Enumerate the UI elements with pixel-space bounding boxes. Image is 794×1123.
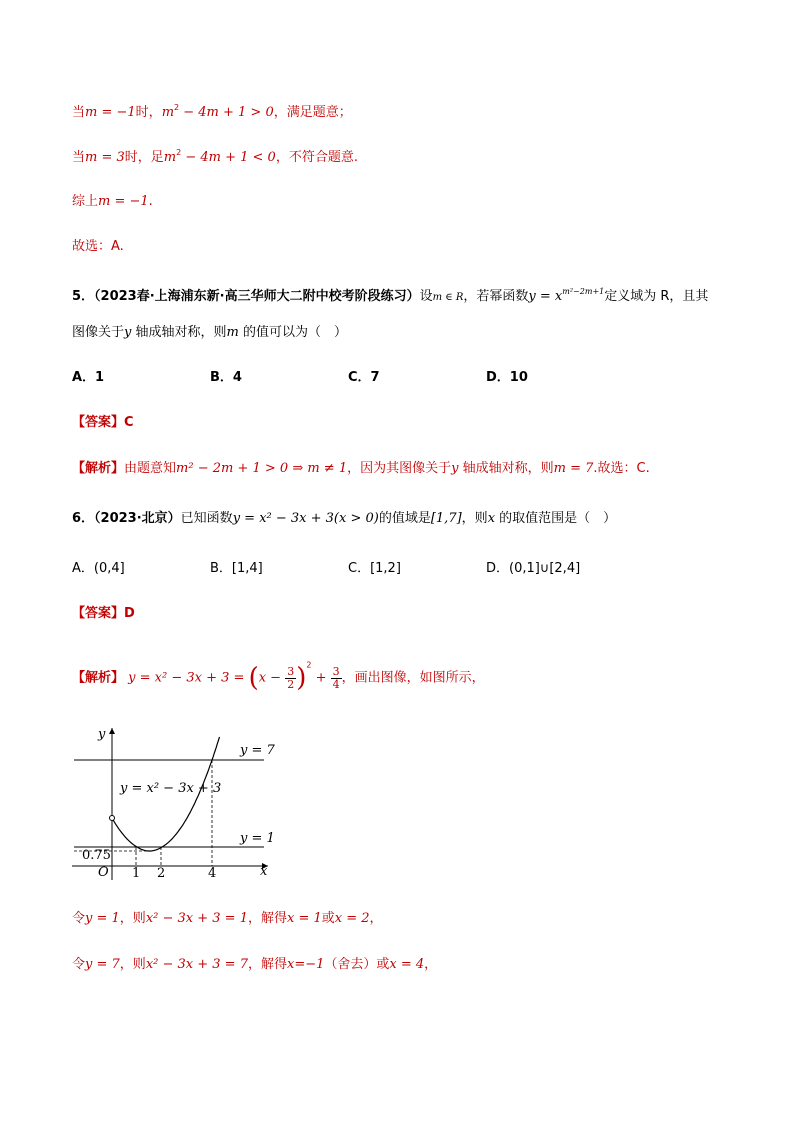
math-expr: x −	[258, 670, 282, 686]
text: .	[148, 194, 153, 209]
text: .故选：C.	[593, 461, 650, 476]
q6-answer	[72, 604, 135, 624]
math-expr: m² − 2m + 1 > 0 ⇒ m ≠ 1	[176, 461, 348, 476]
math-expr: m = −1	[85, 105, 136, 120]
math-expr: m = 7	[553, 461, 594, 476]
q5-option-a: A．1	[72, 370, 105, 385]
tick-2: 2	[157, 866, 166, 881]
text: 当	[72, 105, 86, 120]
math-expr: m = 3	[85, 150, 125, 165]
q6-option-a: A．(0,4]	[72, 561, 125, 576]
q6-step-2	[72, 955, 437, 975]
right-paren: )	[296, 663, 307, 693]
text: 图像关于	[72, 325, 125, 340]
superscript: 2	[174, 103, 180, 112]
denominator: 4	[332, 677, 340, 691]
tick-4: 4	[208, 866, 217, 881]
left-paren: (	[248, 663, 259, 693]
math-expr: x² − 3x + 3 = 1	[145, 911, 248, 926]
answer-value: C	[124, 415, 134, 430]
q5-answer	[72, 413, 134, 433]
math-expr: y	[124, 325, 132, 340]
math-expr: y = 1	[85, 911, 120, 926]
parabola-graph	[72, 722, 282, 882]
math-expr: y	[451, 461, 459, 476]
label-y1: y = 1	[240, 831, 275, 846]
text: ，满足题意；	[273, 105, 352, 120]
text: 综上	[72, 194, 99, 209]
text: 的取值范围是（ ）	[495, 511, 617, 526]
text: ，若幂函数	[463, 289, 529, 304]
q6-option-b: B．[1,4]	[210, 561, 263, 576]
question-source: （2023春·上海浦东新·高三华师大二附中校考阶段练习）	[94, 289, 420, 304]
text: ，解得	[247, 957, 287, 972]
fraction	[331, 666, 342, 691]
math-expr: m = −1	[98, 194, 149, 209]
math-expr: m	[226, 325, 239, 340]
answer-value: D	[124, 606, 135, 621]
text: 时，	[135, 105, 162, 120]
text: 或	[321, 911, 335, 926]
question-number: 6．	[72, 511, 95, 526]
superscript: 2	[306, 660, 312, 670]
numerator: 3	[287, 664, 295, 678]
math-expr: − 4m + 1 > 0	[179, 105, 274, 120]
math-expr: x = 1	[287, 911, 322, 926]
question-source: （2023·北京）	[94, 511, 181, 526]
question-number: 5．	[72, 289, 95, 304]
text: ，解得	[247, 911, 287, 926]
label-function: y = x² − 3x + 3	[120, 781, 222, 796]
text: 设	[419, 289, 433, 304]
math-expr: y = x² − 3x + 3(x > 0)	[232, 511, 379, 526]
text: 轴成轴对称，则	[458, 461, 554, 476]
q5-option-c: C．7	[348, 370, 380, 385]
label-075: 0.75	[82, 848, 111, 863]
question-5-stem-line-2	[72, 323, 347, 343]
denominator: 2	[287, 677, 295, 691]
math-expr: m	[163, 150, 177, 165]
q6-option-d: D．(0,1]∪[2,4]	[486, 561, 581, 576]
math-expr: [1,7]	[430, 511, 462, 526]
text: 轴成轴对称，则	[131, 325, 227, 340]
text: 令	[72, 911, 86, 926]
text: ，则	[119, 911, 146, 926]
x-axis-label: x	[260, 864, 268, 879]
answer-label: 【答案】	[72, 606, 125, 621]
math-expr: x = 4	[389, 957, 425, 972]
analysis-label: 【解析】	[72, 670, 125, 686]
math-expr: y = 7	[85, 957, 120, 972]
label-y7: y = 7	[240, 743, 275, 758]
open-point	[110, 816, 115, 821]
question-6-stem	[72, 509, 616, 529]
math-expr: y = x	[528, 289, 563, 304]
text: ，不符合题意.	[275, 150, 358, 165]
text: ，则	[461, 511, 488, 526]
q5-analysis	[72, 459, 650, 479]
text: 的值可以为（ ）	[238, 325, 347, 340]
math-expr: x = 2	[334, 911, 370, 926]
solution-line-1	[72, 103, 352, 123]
text: 时，足	[124, 150, 164, 165]
superscript: 2	[176, 148, 182, 157]
text: 令	[72, 957, 86, 972]
solution-choice: 故选：A.	[72, 239, 124, 254]
text: 定义域为 R，且其	[604, 289, 709, 304]
fraction	[285, 666, 296, 691]
math-expr: x=−1	[287, 957, 325, 972]
q6-analysis	[72, 660, 485, 697]
text: 由题意知	[124, 461, 177, 476]
superscript: m²−2m+1	[562, 287, 605, 296]
q5-option-d: D．10	[486, 370, 528, 385]
answer-label: 【答案】	[72, 415, 125, 430]
y-axis-label: y	[98, 727, 106, 742]
solution-line-2	[72, 148, 358, 168]
math-expr: x² − 3x + 3 = 7	[145, 957, 248, 972]
math-expr: m ∈ R	[432, 292, 464, 303]
text: ，画出图像，如图所示，	[341, 670, 485, 686]
numerator: 3	[332, 664, 340, 678]
text: （舍去）或	[324, 957, 390, 972]
math-expr: x	[487, 511, 496, 526]
text: ，则	[119, 957, 146, 972]
text: ，因为其图像关于	[347, 461, 452, 476]
math-expr: − 4m + 1 < 0	[181, 150, 276, 165]
text: ，	[424, 957, 438, 972]
math-expr: m	[161, 105, 175, 120]
text: 的值域是	[378, 511, 431, 526]
q6-option-c: C．[1,2]	[348, 561, 401, 576]
math-expr: y = x² − 3x + 3 =	[128, 670, 245, 686]
math-expr: +	[315, 670, 327, 686]
q6-step-1	[72, 909, 383, 929]
text: 已知函数	[180, 511, 233, 526]
text: 当	[72, 150, 86, 165]
origin-label: O	[98, 865, 109, 880]
q5-option-b: B．4	[210, 370, 242, 385]
tick-1: 1	[132, 866, 141, 881]
text: ，	[369, 911, 383, 926]
solution-line-3	[72, 192, 153, 212]
analysis-label: 【解析】	[72, 461, 125, 476]
question-5-stem	[72, 287, 708, 308]
